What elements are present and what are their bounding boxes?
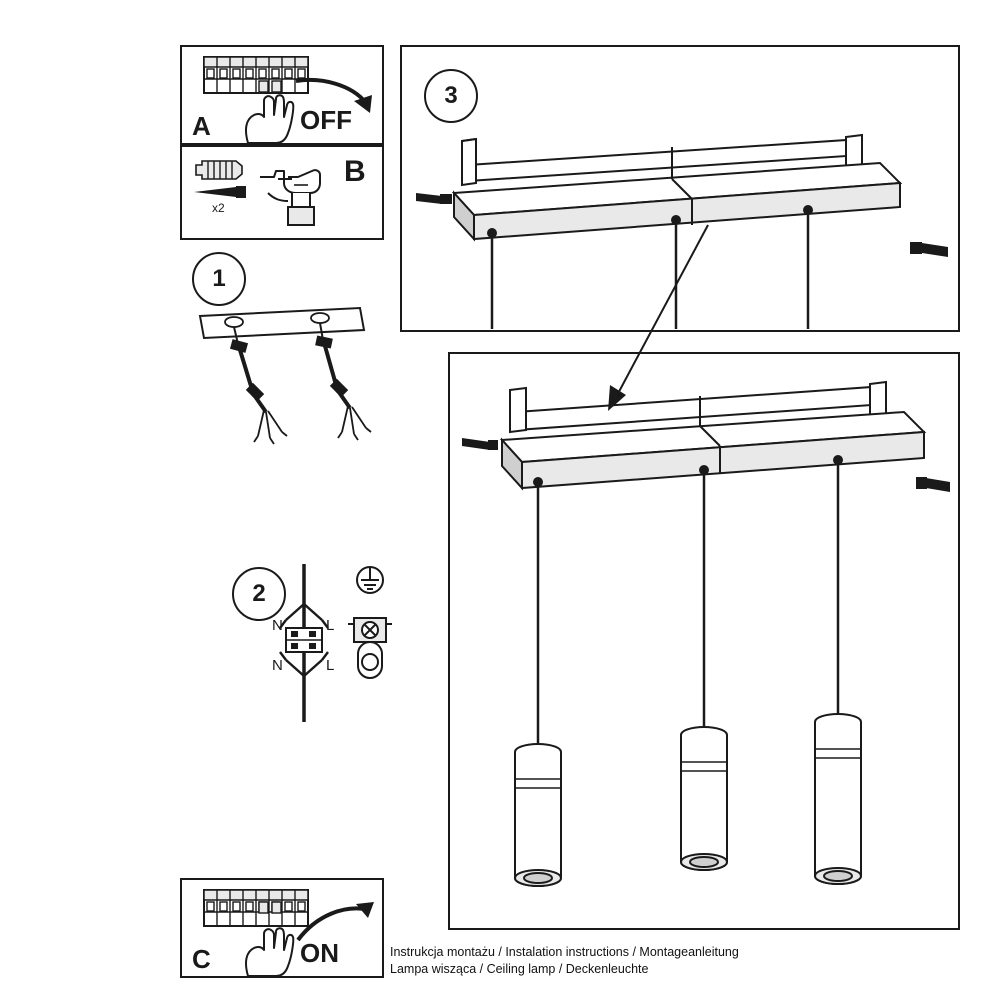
panel-a [180,45,384,145]
lamp-shade-3 [815,714,861,884]
panel-c-label: C [192,944,211,974]
panel-b [180,145,384,240]
lamp-shade-1 [515,744,561,886]
terminal-label-l-top: L [326,617,335,634]
screw-right-icon [916,477,950,492]
wiring-connection-icon [262,558,412,728]
leader-line [600,215,720,415]
terminal-label-n-top: N [272,617,283,634]
panel-main [448,352,960,930]
lamp-shade-2 [681,727,727,870]
step-2-number: 2 [252,580,266,607]
step-3-number: 3 [444,82,458,109]
step-1-badge [192,252,246,306]
lamp-socket-icon [348,618,392,678]
terminal-label-l-bottom: L [326,657,335,674]
panel-a-action-label: OFF [300,105,352,135]
screw-left-icon [416,193,452,204]
terminal-label-n-bottom: N [272,657,283,674]
footer-line-1: Instrukcja montażu / Instalation instructions / Montageanleitung [390,945,739,959]
panel-a-label: A [192,111,211,141]
panel-c [180,878,384,978]
screw-left-icon [462,438,498,450]
screw-right-icon [910,242,948,257]
panel-b-multiplier: x2 [212,201,225,215]
panel-b-label: B [344,155,366,188]
assembled-pendant-lamp-icon [450,364,958,924]
screw-icon [192,183,252,201]
power-drill-icon [258,155,338,235]
footer-line-2: Lampa wisząca / Ceiling lamp / Deckenleuchte [390,962,649,976]
ceiling-plate-with-wires-icon [192,300,422,460]
wall-plug-icon [192,157,252,183]
step-1-number: 1 [212,265,226,292]
earth-ground-icon [357,567,383,593]
panel-c-action-label: ON [300,938,339,968]
